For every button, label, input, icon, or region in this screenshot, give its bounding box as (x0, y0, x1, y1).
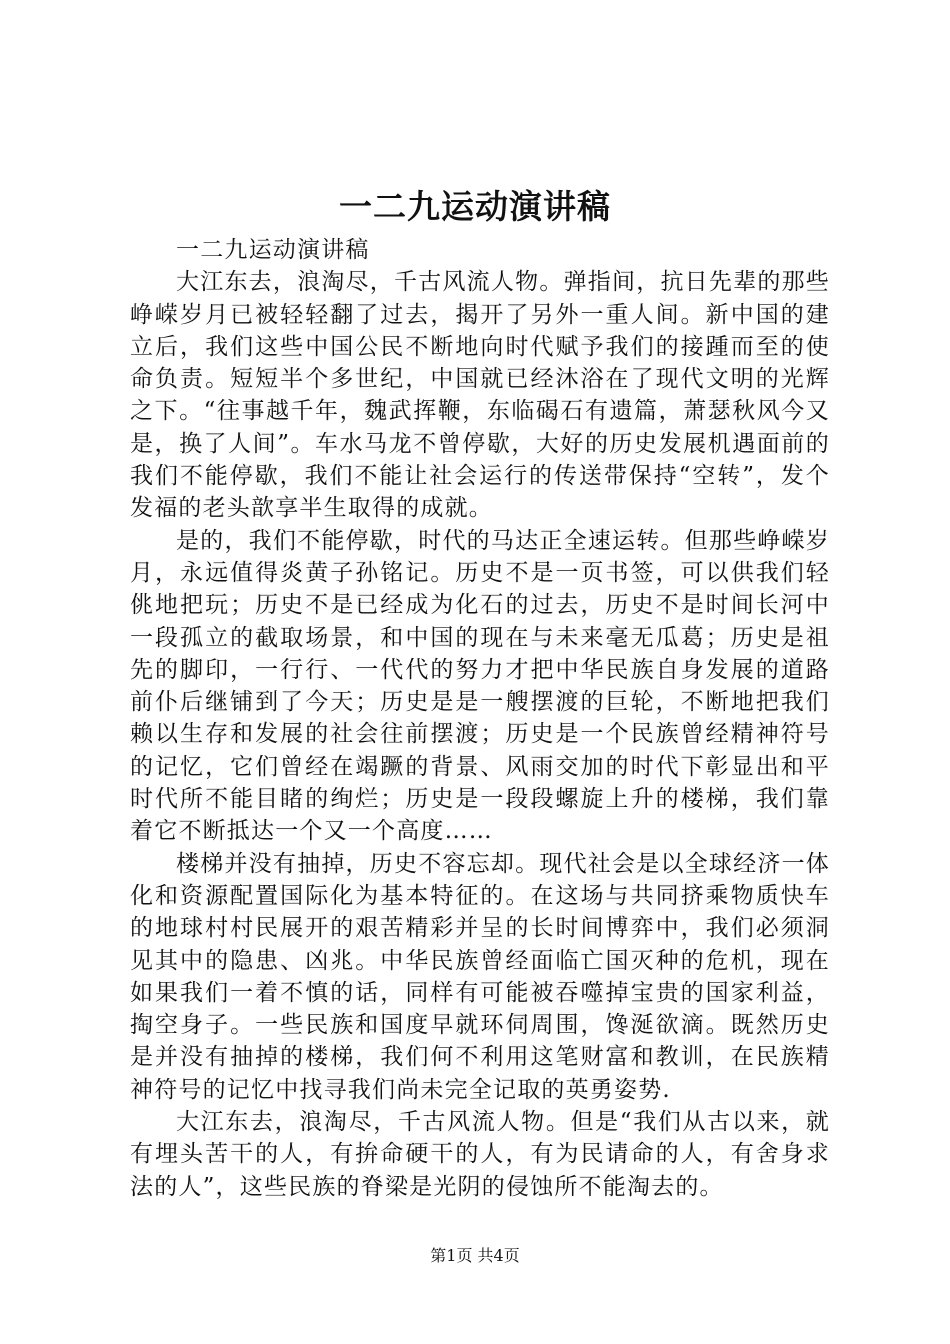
paragraph-4: 大江东去，浪淘尽，千古风流人物。但是“我们从古以来，就有埋头苦干的人，有拚命硬干的人，有为民请命的人，有舍身求法的人”，这些民族的脊梁是光阴的侵蚀所不能淘去的。 (130, 1109, 830, 1200)
paragraph-3: 楼梯并没有抽掉，历史不容忘却。现代社会是以全球经济一体化和资源配置国际化为基本特征的。在这场与共同挤乘物质快车的地球村村民展开的艰苦精彩并呈的长时间博弈中，我们必须洞见其中的隐患、凶兆。中华民族曾经面临亡国灭种的危机，现在如果我们一着不慎的话，同样有可能被吞噬掉宝贵的国家利益，掏空身子。一些民族和国度早就环伺周围，馋涎欲滴。既然历史是并没有抽掉的楼梯，我们何不利用这笔财富和教训，在民族精神符号的记忆中找寻我们尚未完全记取的英勇姿势. (130, 850, 830, 1103)
paragraph-2: 是的，我们不能停歇，时代的马达正全速运转。但那些峥嵘岁月，永远值得炎黄子孙铭记。历史不是一页书签，可以供我们轻佻地把玩；历史不是已经成为化石的过去，历史不是时间长河中一段孤立的截取场景，和中国的现在与未来毫无瓜葛；历史是祖先的脚印，一行行、一代代的努力才把中华民族自身发展的道路前仆后继铺到了今天；历史是是一艘摆渡的巨轮，不断地把我们赖以生存和发展的社会往前摆渡；历史是一个民族曾经精神符号的记忆，它们曾经在竭蹶的背景、风雨交加的时代下彰显出和平时代所不能目睹的绚烂；历史是一段段螺旋上升的楼梯，我们靠着它不断抵达一个又一个高度…… (130, 527, 830, 845)
page-title: 一二九运动演讲稿 (339, 187, 611, 226)
document-subtitle: 一二九运动演讲稿 (176, 237, 370, 263)
paragraph-1: 大江东去，浪淘尽，千古风流人物。弹指间，抗日先辈的那些峥嵘岁月已被轻轻翻了过去，揭开了另外一重人间。新中国的建立后，我们这些中国公民不断地向时代赋予我们的接踵而至的使命负责。短短半个多世纪，中国就已经沐浴在了现代文明的光辉之下。“往事越千年，魏武挥鞭，东临碣石有遗篇，萧瑟秋风今又是，换了人间”。车水马龙不曾停歇，大好的历史发展机遇面前的我们不能停歇，我们不能让社会运行的传送带保持“空转”，发个发福的老头歆享半生取得的成就。 (130, 269, 830, 522)
page-number-footer: 第1页 共4页 (430, 1246, 520, 1265)
document-body (130, 234, 830, 1203)
